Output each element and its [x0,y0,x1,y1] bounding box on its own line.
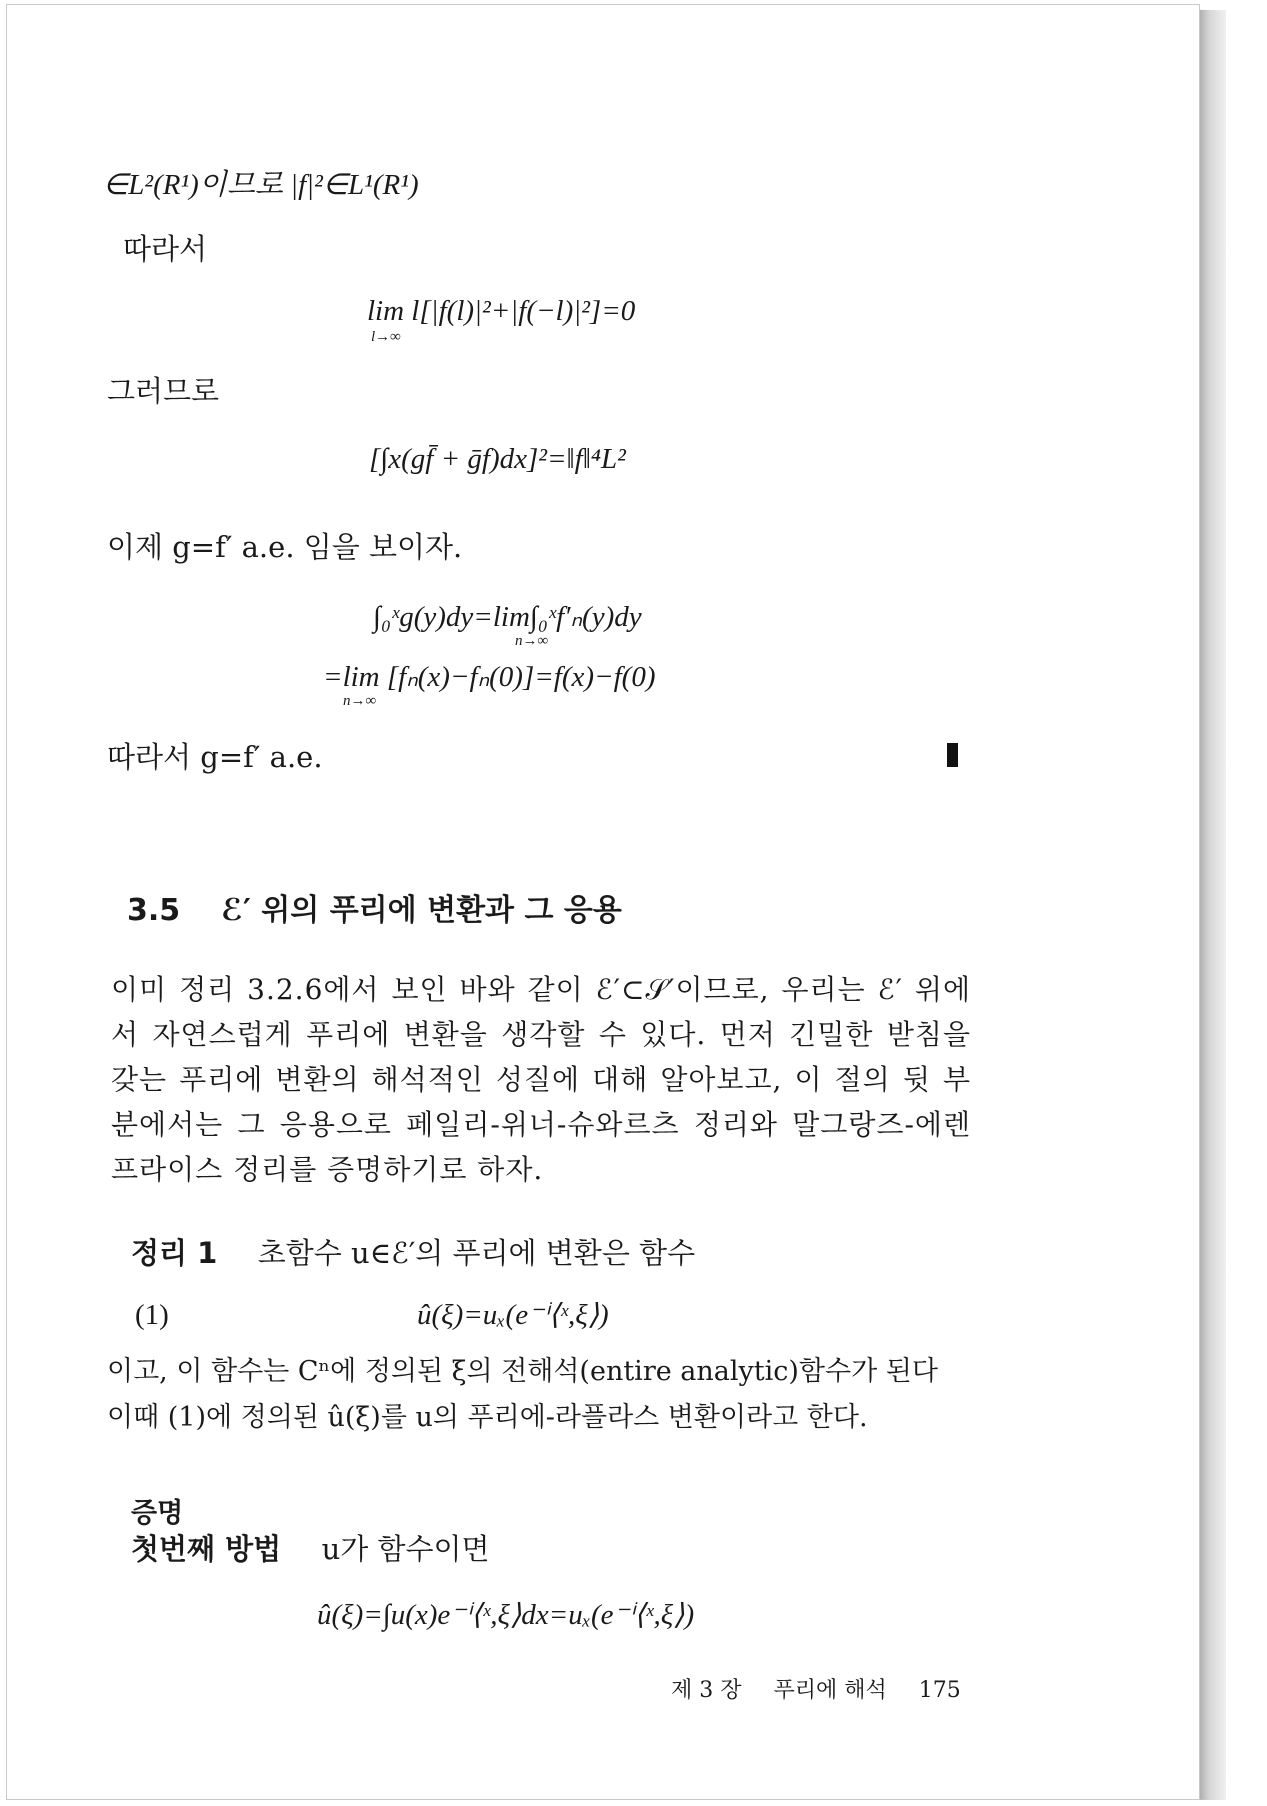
theorem-body-2: 이때 (1)에 정의된 û(ξ)를 u의 푸리에-라플라스 변환이라고 한다. [107,1402,868,1433]
page-footer [671,1673,961,1704]
footer-title: 푸리에 해석 [773,1678,887,1703]
text-line-3: 그러므로 [107,374,220,408]
equation-limit-subscript: l→∞ [371,329,401,345]
theorem-statement: 초함수 u∈ℰ′의 푸리에 변환은 함수 [257,1236,696,1270]
theorem-body-1: 이고, 이 함수는 Cⁿ에 정의된 ξ의 전해석(entire analytic)함수가 된다 [107,1356,938,1387]
proof-label: 증명 [131,1498,184,1529]
proof-method-label: 첫번째 방법 [131,1532,282,1566]
equation-limit: lim l[|f(l)|²+|f(−l)|²]=0 [367,295,636,327]
section-title: ℰ′ 위의 푸리에 변환과 그 응용 [221,893,622,928]
page-stack-edge [1198,10,1226,1800]
equation-integral-norm: [∫x(gf̄ + ḡf)dx]²=‖f‖⁴L² [369,443,626,475]
intro-paragraph: 이미 정리 3.2.6에서 보인 바와 같이 ℰ′⊂𝒮′이므로, 우리는 ℰ′ 위에서 자연스럽게 푸리에 변환을 생각할 수 있다. 먼저 긴밀한 받침을 갖는 푸리에 변환의 해석적인 성질에 대해 알아보고, 이 절의 뒷 부분에서는 그 응용으로 페일리-위너-슈와르츠 정리와 말그랑즈-에렌프라이스 정리를 증명하기로 하자. [111,973,971,1186]
proof-method-line [131,1531,490,1567]
equation-fundamental: =lim [fₙ(x)−fₙ(0)]=f(x)−f(0) [323,661,656,693]
text-line-1: ∈L²(R¹)이므로 |f|²∈L¹(R¹) [103,169,419,201]
text-line-2: 따라서 [123,232,208,266]
section-number: 3.5 [127,893,181,928]
equation-integral-g-subscript: n→∞ [515,633,549,649]
theorem-heading [131,1235,695,1271]
equation-fourier-laplace: û(ξ)=uₓ(e⁻ⁱ⟨ˣ,ξ⟩) [417,1299,609,1331]
text-line-4: 이제 g=f′ a.e. 임을 보이자. [107,530,463,564]
qed-mark [947,743,958,767]
proof-method-text: u가 함수이면 [321,1532,490,1566]
footer-chapter: 제 3 장 [671,1678,742,1703]
section-heading [127,885,622,929]
equation-fundamental-subscript: n→∞ [343,693,377,709]
page-number: 175 [918,1678,961,1703]
equation-integral-g: ∫₀ˣg(y)dy=lim∫₀ˣf′ₙ(y)dy [373,601,642,633]
text-line-5: 따라서 g=f′ a.e. [107,740,323,774]
equation-number: (1) [135,1299,169,1331]
book-page [6,4,1200,1800]
theorem-label: 정리 1 [131,1236,218,1270]
equation-proof: û(ξ)=∫u(x)e⁻ⁱ⟨ˣ,ξ⟩dx=uₓ(e⁻ⁱ⟨ˣ,ξ⟩) [317,1599,695,1631]
